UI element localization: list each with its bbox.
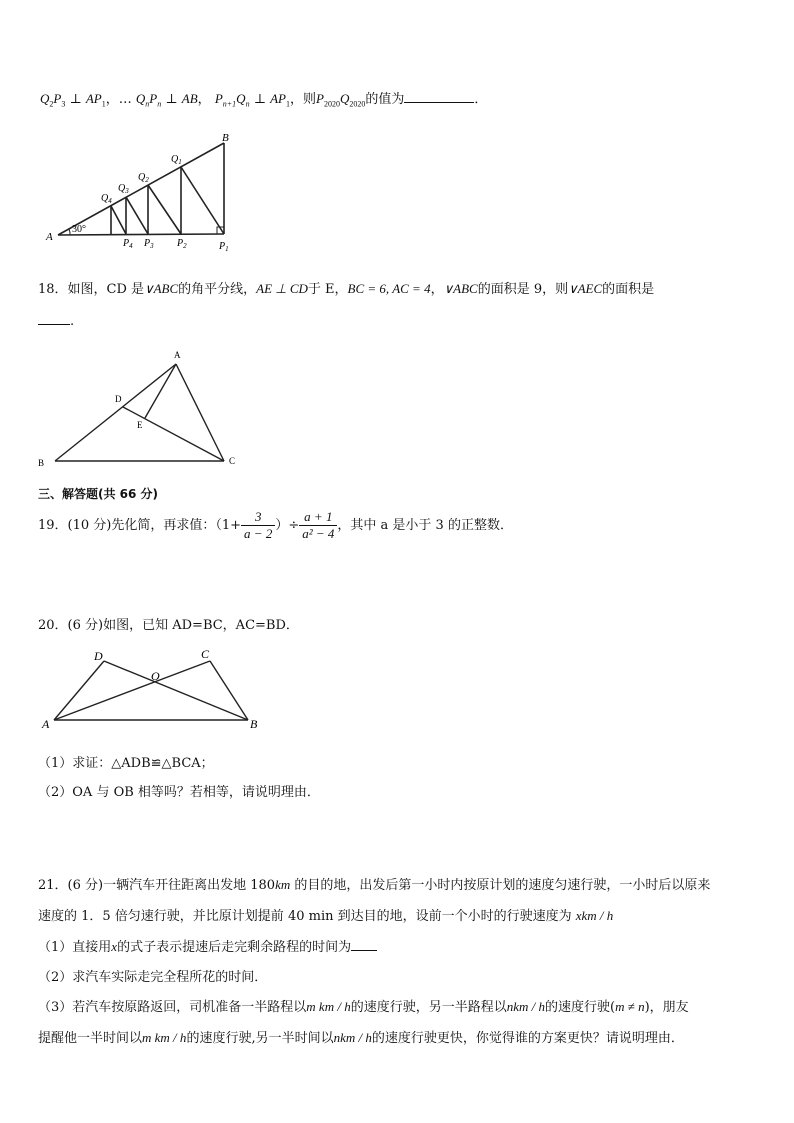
q17-end: ．	[474, 92, 488, 107]
q21-line2-a: 速度的 1．5 倍匀速行驶，并比原计划提前 40 min 到达目的地，设前一个小时的行驶速度为	[38, 909, 576, 924]
q17-ab: AB	[181, 91, 198, 106]
q17-sep1: ，…	[105, 92, 132, 107]
q18-line-ab	[55, 364, 176, 461]
q17-label-q1: $Q_1$	[171, 154, 182, 166]
q18-line-dc	[123, 407, 224, 461]
q17-target-p-sub: 2020	[323, 99, 340, 109]
q17-figure	[40, 128, 240, 258]
q18-lengths: BC = 6, AC = 4	[347, 281, 431, 296]
q17-pn1-sub: n+1	[222, 99, 237, 109]
q17-line-p1q1	[181, 167, 224, 234]
q18-end: .	[70, 314, 75, 329]
q17-qn-sub: n	[145, 99, 150, 109]
q17-line-p3q3	[126, 197, 148, 234]
q18-condition: AE ⊥ CD	[256, 281, 308, 296]
q21-mkmh: m km / h	[306, 999, 351, 1014]
q18-label-e: E	[137, 420, 143, 430]
q18-answer-blank[interactable]	[38, 312, 70, 325]
q18-text-d: ，	[430, 282, 444, 297]
q21-nkmh2: nkm / h	[333, 1030, 372, 1045]
q17-qn2: Q	[236, 91, 246, 106]
q21-line1-b: 的目的地，出发后第一小时内按原计划的速度匀速行驶，一小时后以原来	[290, 878, 711, 893]
q21-part1-blank[interactable]	[351, 938, 377, 951]
q17-q2-sub: 2	[49, 99, 54, 109]
q21-part3-e: 提醒他一半时间以	[38, 1031, 143, 1046]
q19-frac1-num: 3	[241, 509, 275, 526]
q20-number: 20．	[38, 618, 68, 633]
q19-text-c: ，其中 a 是小于 3 的正整数．	[337, 518, 513, 533]
q21-part3-c: 的速度行驶(	[545, 1000, 616, 1015]
q17-value-text: 的值为	[365, 92, 405, 107]
q21-part1-x: x	[111, 939, 118, 954]
q19-text-b: ）÷	[275, 518, 300, 533]
q20-label-b: B	[250, 717, 258, 731]
q17-label-q3: $Q_3$	[118, 183, 129, 195]
q17-pn1: P	[214, 91, 223, 106]
q19-frac2-den: a² − 4	[302, 526, 335, 541]
q20-line-bd	[104, 661, 248, 720]
q18-number: 18．	[38, 282, 68, 297]
q20-question-line	[38, 614, 299, 633]
q21-number: 21．	[38, 878, 68, 893]
q20-line-ac	[54, 661, 210, 720]
q19-text-a: 先化简，再求值：（1+	[111, 518, 242, 533]
q17-qn2-sub: n	[245, 99, 250, 109]
q17-pn-sub: n	[157, 99, 162, 109]
q18-label-a: A	[174, 350, 181, 360]
q18-label-b: B	[38, 458, 45, 468]
q20-score: (6 分)	[67, 618, 104, 633]
q17-ap1b: AP	[270, 91, 286, 106]
q20-line-bc	[210, 661, 248, 720]
q21-part1-a: （1）直接用	[38, 940, 112, 955]
q17-label-p4: $P_4$	[123, 238, 133, 250]
q19-frac2-num: a + 1	[299, 509, 337, 526]
q17-label-p2: $P_2$	[177, 238, 187, 250]
q18-text-a: 如图，CD 是	[67, 282, 145, 297]
q21-speed-unit: xkm / h	[575, 908, 614, 923]
q21-line1	[38, 874, 710, 893]
q18-text-e: 的面积是 9，则	[477, 282, 569, 297]
q17-label-p3: $P_3$	[144, 238, 154, 250]
q21-part3-a: （3）若汽车按原路返回，司机准备一半路程以	[38, 1000, 307, 1015]
q17-target-q: Q	[339, 91, 350, 106]
q17-answer-blank[interactable]	[404, 90, 474, 103]
q17-perp-2: ⊥	[165, 92, 178, 107]
q20-label-d: D	[94, 649, 103, 663]
q17-line-p2q2	[148, 185, 181, 234]
q17-label-q2: $Q_2$	[138, 172, 149, 184]
q20-text: 如图，已知 AD=BC，AC=BD．	[103, 618, 299, 633]
q17-ap1-sub: 1	[101, 99, 106, 109]
q18-figure	[30, 345, 250, 473]
q17-ap1b-sub: 1	[285, 99, 290, 109]
q17-line-p4q4	[111, 206, 126, 234]
q19-number: 19．	[38, 518, 68, 533]
q18-line-ae	[145, 364, 176, 418]
q17-p3: P	[53, 91, 62, 106]
q21-mneqn: m ≠ n	[615, 999, 645, 1014]
q17-label-q4: $Q_4$	[101, 193, 112, 205]
q18-question-line	[38, 278, 654, 297]
q19-frac1-den: a − 2	[244, 526, 273, 541]
q20-label-c: C	[201, 647, 210, 661]
q17-pn: P	[149, 91, 158, 106]
q17-condition-line	[40, 88, 487, 109]
q18-tri-abc2: ∨ABC	[443, 281, 478, 296]
q18-text-f: 的面积是	[602, 282, 655, 297]
q21-part3-line2	[38, 1027, 684, 1046]
q17-ap1: AP	[85, 91, 102, 106]
q21-part3-b: 的速度行驶，另一半路程以	[350, 1000, 507, 1015]
q21-part3-d: )，朋友	[644, 1000, 689, 1015]
q17-then: ，则	[289, 92, 316, 107]
q17-p3-sub: 3	[61, 99, 66, 109]
q18-tri-abc: ∨ABC	[144, 281, 179, 296]
q17-label-b: B	[222, 132, 229, 144]
q21-km: km	[275, 877, 291, 892]
q17-angle-arc	[69, 229, 70, 235]
q21-line2	[38, 905, 613, 924]
q18-tri-aec: ∨AEC	[568, 281, 603, 296]
q20-part2: （2）OA 与 OB 相等吗？若相等，请说明理由．	[38, 785, 320, 800]
q21-part3-line1	[38, 996, 689, 1015]
q21-part3-f: 的速度行驶,另一半时间以	[186, 1031, 334, 1046]
q20-label-a: A	[42, 717, 50, 731]
q17-sep2: ，	[197, 92, 211, 107]
q21-mkmh2: m km / h	[142, 1030, 187, 1045]
q21-part1-b: 的式子表示提速后走完剩余路程的时间为	[117, 940, 352, 955]
q21-part1	[38, 936, 377, 955]
section3-title: 三、解答题(共 66 分)	[38, 487, 159, 501]
q18-label-c: C	[229, 456, 236, 466]
q17-label-a: A	[46, 231, 53, 243]
q17-qn: Q	[135, 91, 146, 106]
q17-perp-3: ⊥	[253, 92, 266, 107]
q18-text-c: 于 E，	[307, 282, 348, 297]
q20-figure	[38, 644, 268, 734]
q19-fraction-2	[299, 509, 337, 542]
q20-part1: （1）求证：△ADB≌△BCA；	[38, 756, 214, 771]
q21-part2: （2）求汽车实际走完全程所花的时间．	[38, 970, 268, 985]
q19-fraction-1	[241, 509, 275, 542]
q21-line1-a: 一辆汽车开往距离出发地 180	[103, 878, 276, 893]
q19-question-line	[38, 507, 513, 545]
q18-line-ac	[176, 364, 224, 461]
q17-target-q-sub: 2020	[349, 99, 366, 109]
q17-q2: Q	[40, 91, 50, 106]
q20-label-o: O	[151, 669, 160, 683]
q21-nkmh: nkm / h	[506, 999, 545, 1014]
q18-label-d: D	[115, 394, 122, 404]
q19-score: (10 分)	[67, 518, 112, 533]
q17-label-p1: $P_1$	[219, 241, 229, 253]
q17-perp-1: ⊥	[69, 92, 82, 107]
q21-part3-g: 的速度行驶更快，你觉得谁的方案更快？请说明理由．	[371, 1031, 684, 1046]
q18-text-b: 的角平分线，	[178, 282, 257, 297]
q17-target-p: P	[315, 91, 324, 106]
q21-score: (6 分)	[67, 878, 104, 893]
q18-answer-line	[38, 312, 74, 329]
q17-label-angle: 30°	[72, 224, 86, 235]
